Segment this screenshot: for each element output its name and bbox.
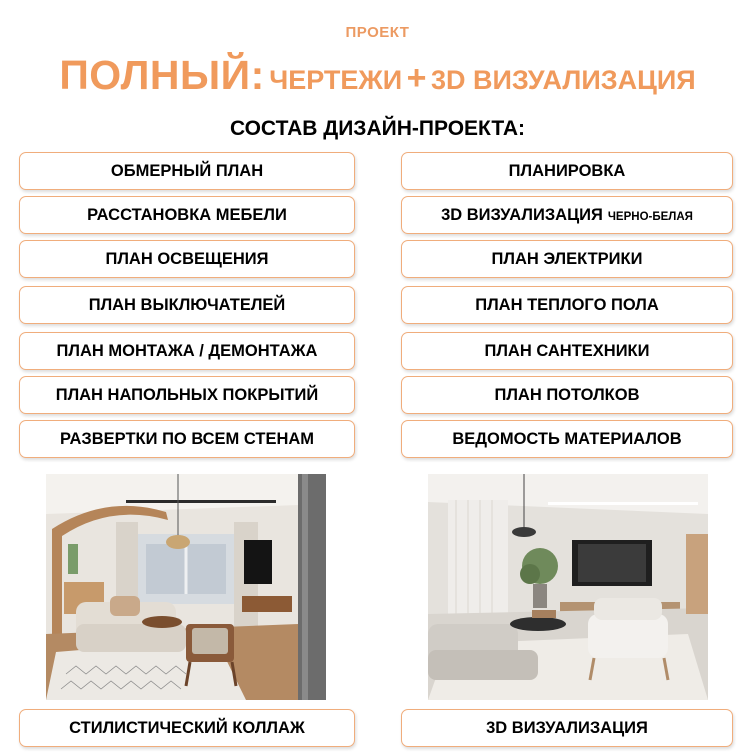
title-part-drawings: ЧЕРТЕЖИ <box>269 65 403 95</box>
item-layout <box>401 152 733 190</box>
item-installation-plan <box>19 332 355 370</box>
caption-visualization <box>401 709 733 747</box>
title-plus: + <box>406 59 427 97</box>
eyebrow-label: ПРОЕКТ <box>345 24 410 41</box>
visualization-image <box>428 474 708 700</box>
section-title: СОСТАВ ДИЗАЙН-ПРОЕКТА: <box>229 117 526 140</box>
item-ceiling-plan <box>401 376 733 414</box>
item-label: ВЕДОМОСТЬ МАТЕРИАЛОВ <box>452 429 682 448</box>
item-label: ПЛАН МОНТАЖА / ДЕМОНТАЖА <box>56 341 318 360</box>
item-note: ЧЕРНО-БЕЛАЯ <box>607 210 693 223</box>
title-part-visualization: 3D ВИЗУАЛИЗАЦИЯ <box>430 65 696 95</box>
item-switches-plan <box>19 286 355 324</box>
item-label: ПЛАН САНТЕХНИКИ <box>484 341 650 360</box>
item-materials-list <box>401 420 733 458</box>
item-lighting-plan <box>19 240 355 278</box>
item-furniture-layout <box>19 196 355 234</box>
item-plumbing-plan <box>401 332 733 370</box>
item-3d-bw <box>401 196 733 234</box>
caption-collage <box>19 709 355 747</box>
item-floor-heating-plan <box>401 286 733 324</box>
title-colon: : <box>250 52 265 98</box>
item-label: 3D ВИЗУАЛИЗАЦИЯ <box>441 205 603 224</box>
item-label: ПЛАН ТЕПЛОГО ПОЛА <box>475 295 659 314</box>
item-label: ПЛАН ОСВЕЩЕНИЯ <box>105 249 269 268</box>
item-label: РАССТАНОВКА МЕБЕЛИ <box>87 205 287 224</box>
item-wall-elevations <box>19 420 355 458</box>
item-label: ПЛАН ЭЛЕКТРИКИ <box>491 249 643 268</box>
caption-label: СТИЛИСТИЧЕСКИЙ КОЛЛАЖ <box>69 718 305 737</box>
item-label: ПЛАН ВЫКЛЮЧАТЕЛЕЙ <box>88 295 286 314</box>
collage-image <box>46 474 326 700</box>
page-title <box>0 52 755 99</box>
item-floor-covering-plan <box>19 376 355 414</box>
item-label: ПЛАНИРОВКА <box>508 161 626 180</box>
item-electrical-plan <box>401 240 733 278</box>
item-label: РАЗВЕРТКИ ПО ВСЕМ СТЕНАМ <box>59 429 315 448</box>
item-measurement-plan <box>19 152 355 190</box>
caption-label: 3D ВИЗУАЛИЗАЦИЯ <box>486 718 648 737</box>
item-label: ПЛАН НАПОЛЬНЫХ ПОКРЫТИЙ <box>55 385 319 404</box>
item-label: ПЛАН ПОТОЛКОВ <box>494 385 640 404</box>
title-main: ПОЛНЫЙ <box>59 52 251 98</box>
item-label: ОБМЕРНЫЙ ПЛАН <box>110 161 264 180</box>
